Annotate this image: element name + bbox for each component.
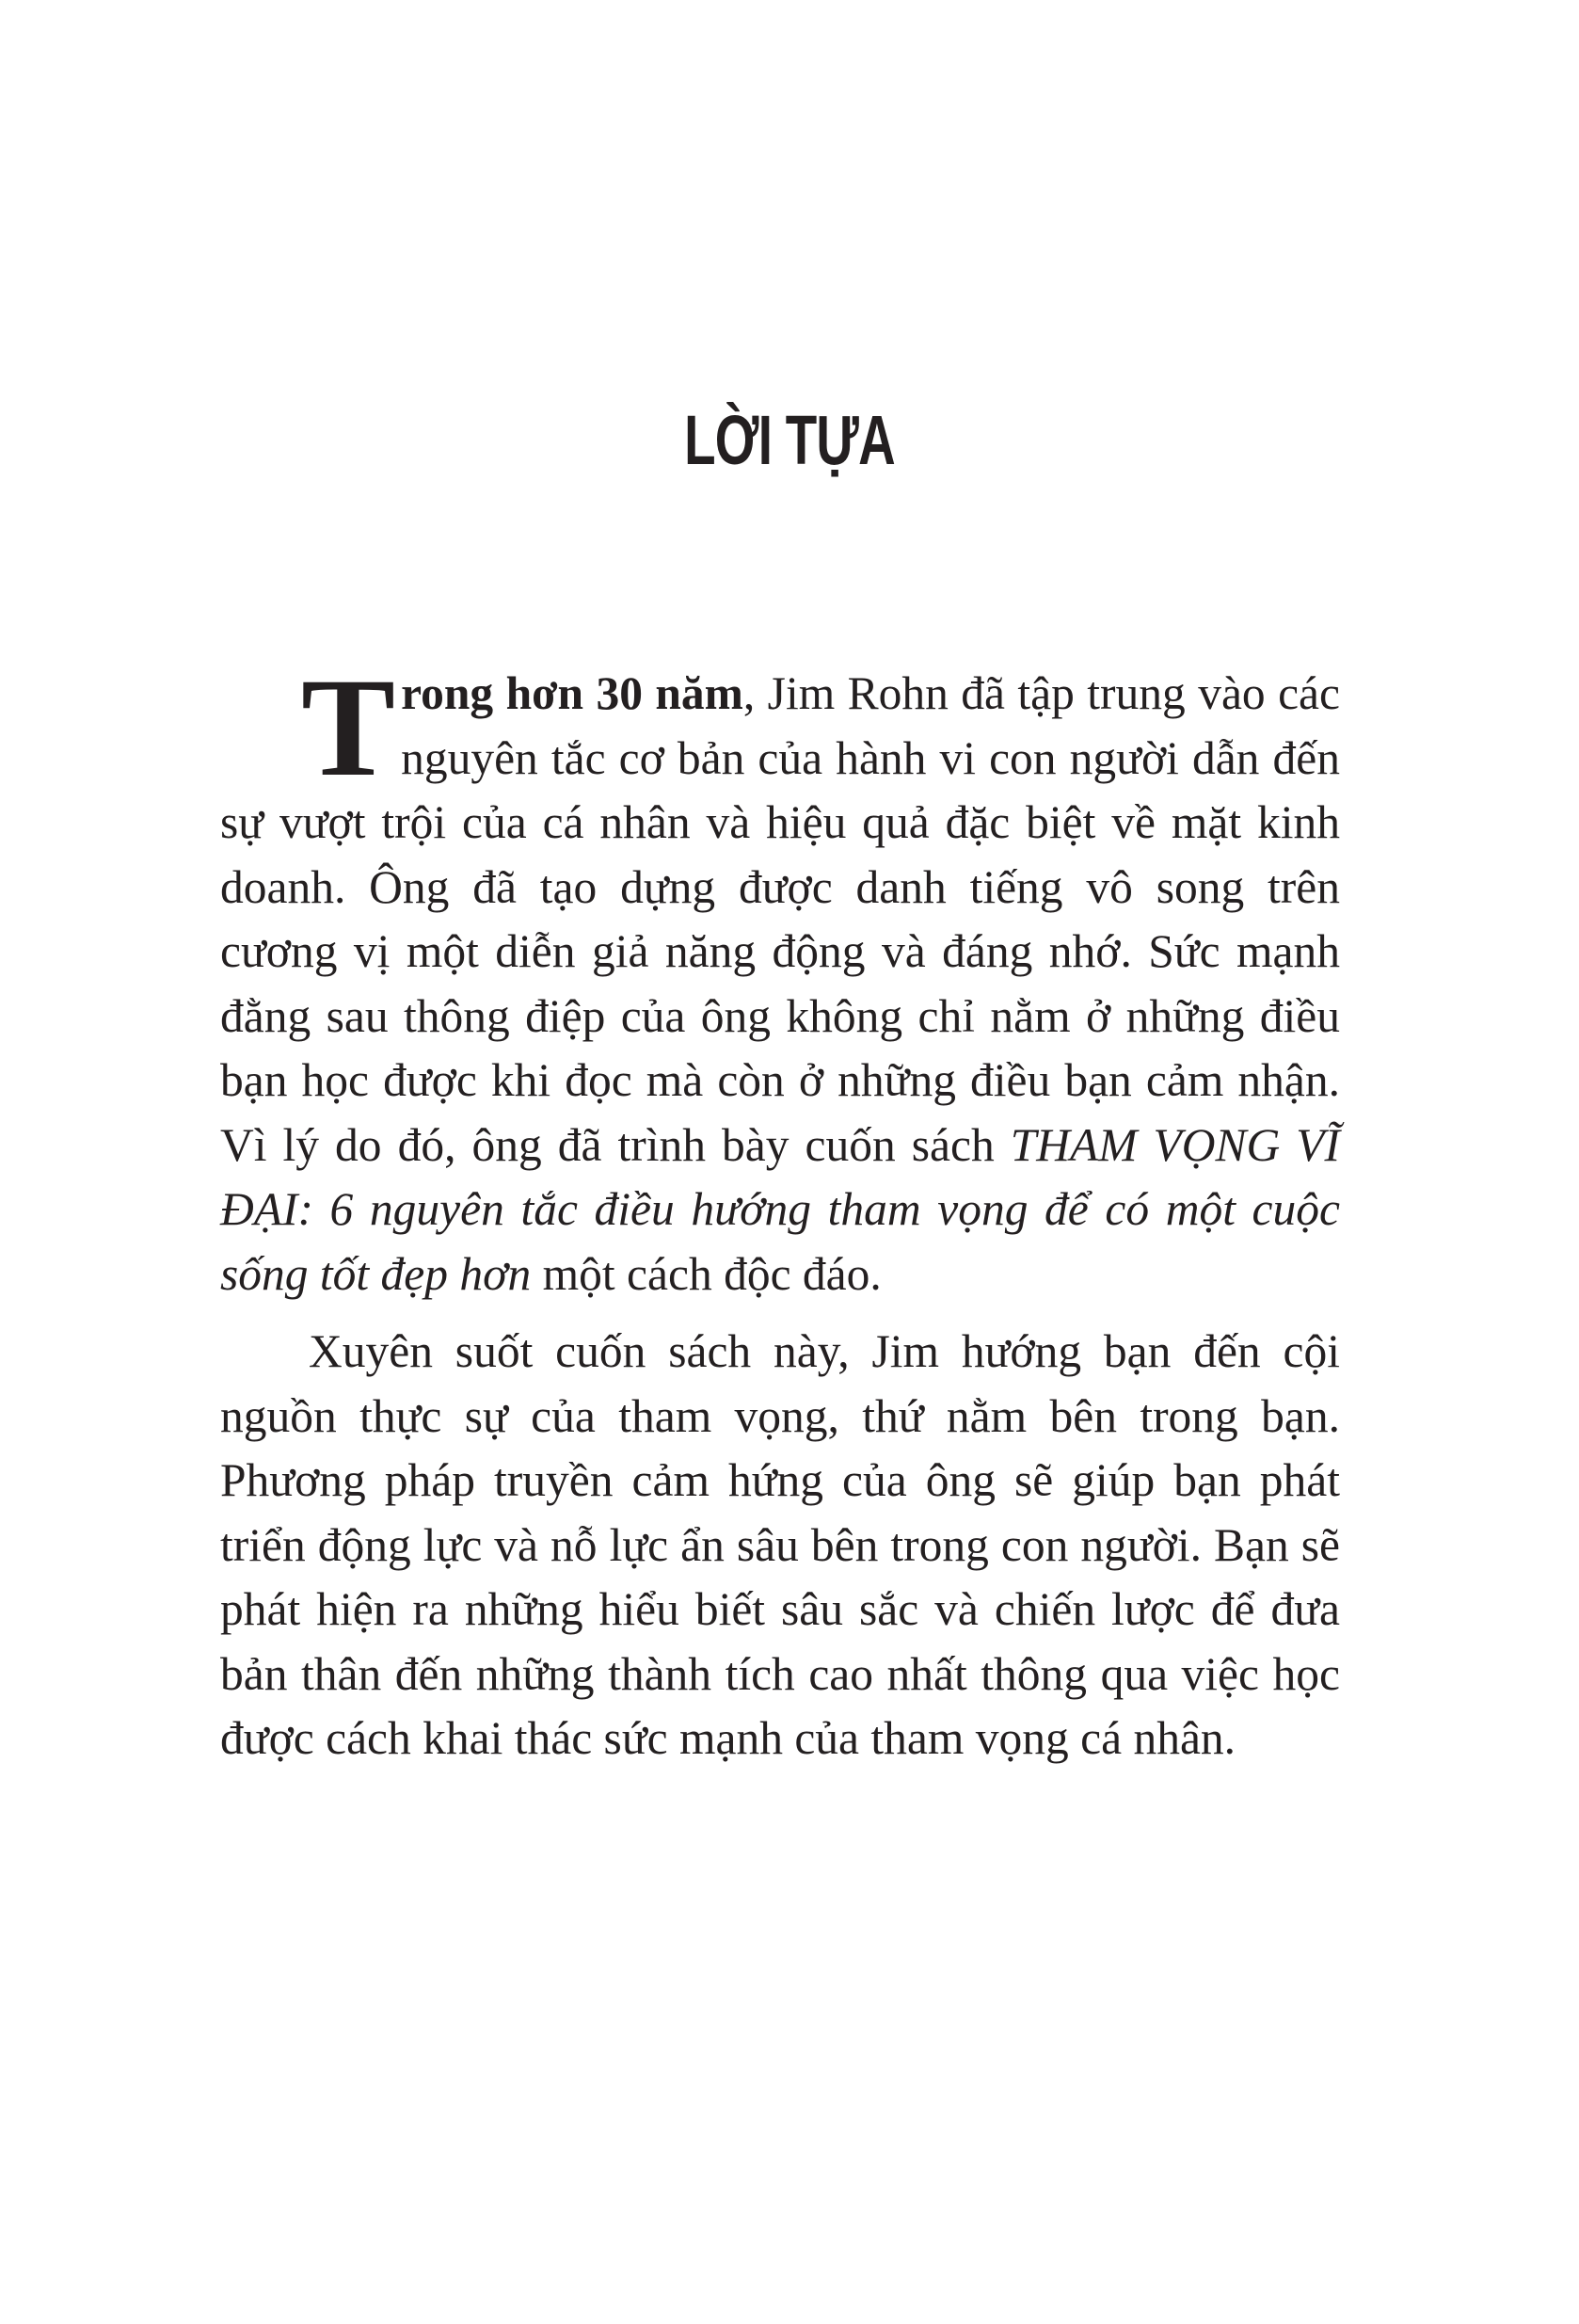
chapter-title: LỜI TỰA <box>684 401 895 479</box>
paragraph-2: Xuyên suốt cuốn sách này, Jim hướng bạn đến cội nguồn thực sự của tham vọng, thứ nằm bên trong bạn. Phương pháp truyền cảm hứng của ông sẽ giúp bạn phát triển động lực và nỗ lực ẩn sâu bên trong con người. Bạn sẽ phát hiện ra những hiểu biết sâu sắc và chiến lược để đưa bản thân đến những thành tích cao nhất thông qua việc học được cách khai thác sức mạnh của tham vọng cá nhân. <box>220 1325 1340 1764</box>
paragraph-1-text-1: , Jim Rohn đã tập trung vào các nguyên tắc cơ bản của hành vi con người dẫn đến sự vượt trội của cá nhân và hiệu quả đặc biệt về mặt kinh doanh. Ông đã tạo dựng được danh tiếng vô song trên cương vị một diễn giả năng động và đáng nhớ. Sức mạnh đằng sau thông điệp của ông không chỉ nằm ở những điều bạn học được khi đọc mà còn ở những điều bạn cảm nhận. Vì lý do đó, ông đã trình bày cuốn sách <box>220 667 1340 1171</box>
lead-bold-text: rong hơn 30 năm <box>401 667 743 719</box>
paragraph-1 <box>220 649 1340 1306</box>
body-text <box>220 649 1340 1771</box>
book-title-italic: THAM VỌNG VĨ ĐẠI: 6 nguyên tắc điều hướng tham vọng để có một cuộc sống tốt đẹp hơn <box>220 1118 1340 1300</box>
drop-cap: T <box>301 649 396 806</box>
paragraph-1-text-2: một cách độc đáo. <box>531 1247 882 1300</box>
